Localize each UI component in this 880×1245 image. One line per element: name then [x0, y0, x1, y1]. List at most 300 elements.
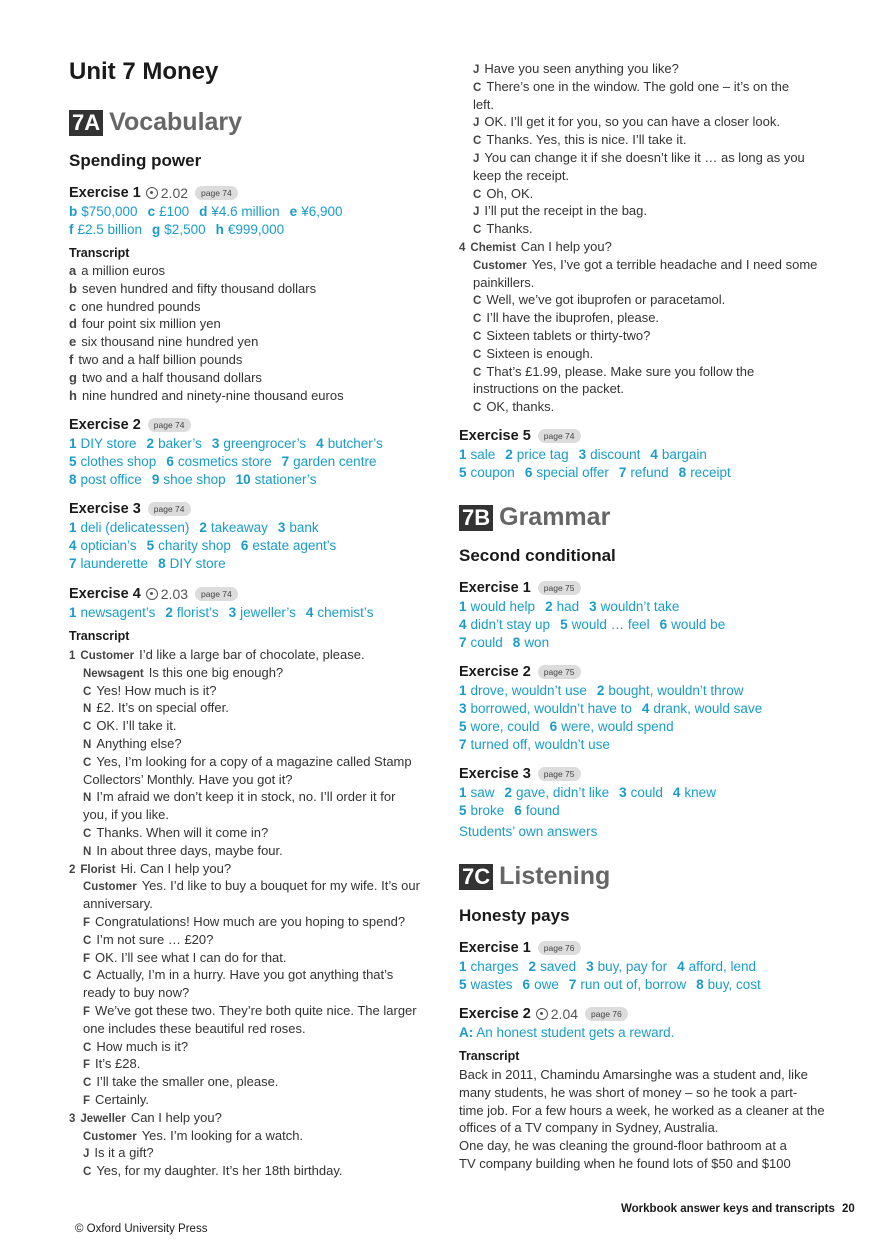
answer-row: [459, 682, 762, 700]
dialogue-text: OK. I’ll see what I can do for that.: [95, 949, 287, 965]
line-text: six thousand nine hundred yen: [81, 334, 259, 350]
answer-text: $2,500: [164, 222, 206, 237]
answer-row: [69, 221, 342, 239]
dialogue-text: Can I help you?: [520, 238, 612, 254]
page-reference: page 74: [195, 186, 238, 200]
dialogue-text: Have you seen anything you like?: [484, 61, 679, 76]
answer-row: [69, 519, 336, 537]
audio-track-number: 2.04: [550, 1006, 579, 1022]
answer-row: [459, 446, 731, 464]
answer-text: gave, didn’t like: [516, 785, 610, 800]
answer-number: 2: [199, 520, 207, 535]
exercise-5-answers: [459, 446, 731, 482]
answer-number: 6: [549, 719, 558, 734]
line-letter: f: [69, 351, 74, 367]
speaker-initial: C: [83, 934, 92, 947]
dialogue-text: That’s £1.99, please. Make sure you follow the: [486, 363, 755, 379]
exercise-label: Exercise 3: [459, 766, 531, 782]
answer-number: 8: [512, 635, 521, 650]
answer-text: had: [556, 599, 580, 614]
footer-title: Workbook answer keys and transcripts: [621, 1203, 835, 1215]
exercise-1-answers: [69, 203, 342, 239]
dialogue-text: It’s £28.: [95, 1056, 141, 1072]
grammar-exercise-3-answers: [459, 784, 716, 820]
exercise-3-heading: [69, 501, 191, 517]
answer-number: 1: [459, 599, 467, 614]
answer-text: jeweller’s: [240, 605, 296, 620]
answer-number: 4: [459, 617, 467, 632]
exercise-2-heading: [69, 417, 191, 433]
answer-text: post office: [80, 472, 142, 487]
dialogue-text: painkillers.: [473, 274, 535, 290]
dialogue-text: I’m afraid we don’t keep it in stock, no. I’ll order it for: [96, 789, 396, 805]
page-reference: page 75: [538, 581, 581, 595]
answer-number: 1: [69, 520, 77, 535]
speaker-initial: F: [83, 1094, 91, 1107]
dialogue-text: Anything else?: [96, 735, 182, 751]
transcript-heading: Transcript: [459, 1049, 520, 1063]
dialogue-text: Yes. I’d like to buy a bouquet for my wife. It’s our: [141, 878, 420, 894]
answer-row: [69, 471, 383, 489]
answer-text: An honest student gets a reward.: [476, 1025, 675, 1040]
answer-row: [69, 203, 342, 221]
dialogue-text: In about three days, maybe four.: [96, 842, 283, 858]
listening-exercise-2-answer: [459, 1025, 674, 1040]
speaker-initial: C: [473, 135, 482, 148]
transcript-line: [69, 369, 344, 387]
answer-text: sale: [470, 447, 496, 462]
speaker-initial: C: [473, 402, 482, 415]
speaker-initial: N: [83, 792, 92, 805]
dialogue-text: Sixteen is enough.: [486, 345, 594, 361]
line-letter: d: [69, 316, 77, 332]
section-badge: 7A: [69, 110, 103, 136]
dialogue-text: OK. I’ll take it.: [96, 718, 177, 734]
speaker-initial: F: [83, 1059, 91, 1072]
answer-row: [459, 784, 716, 802]
dialogue-text: keep the receipt.: [473, 167, 570, 183]
answer-number: 10: [235, 472, 251, 487]
page-reference: page 74: [148, 502, 191, 516]
answer-number: 8: [696, 977, 704, 992]
speaker-initial: N: [83, 845, 92, 858]
section-7c-heading: [459, 862, 610, 891]
answer-text: special offer: [536, 465, 609, 480]
dialogue-text: Collectors’ Monthly. Have you got it?: [83, 771, 293, 787]
answer-text: found: [525, 803, 560, 818]
transcript-line: [69, 262, 344, 280]
exercise-label: Exercise 4: [69, 586, 141, 602]
answer-number: 6: [659, 617, 668, 632]
answer-number: 3: [228, 605, 237, 620]
speaker-name: Customer: [80, 650, 135, 662]
dialogue-text: You can change it if she doesn’t like it … as long as you: [484, 149, 805, 165]
answer-number: 3: [586, 959, 594, 974]
answer-text: receipt: [690, 465, 731, 480]
answer-text: garden centre: [293, 454, 377, 469]
line-text: two and a half billion pounds: [78, 351, 243, 367]
dialogue-number: 4: [459, 241, 466, 254]
dialogue-text: Yes, I’m looking for a copy of a magazine called Stamp: [96, 753, 412, 769]
students-own-answers: Students’ own answers: [459, 824, 598, 839]
page-reference: page 76: [585, 1007, 628, 1021]
answer-number: 5: [560, 617, 568, 632]
listening-exercise-1-heading: [459, 940, 581, 956]
dialogue-text: I’d like a large bar of chocolate, please.: [139, 647, 365, 662]
section-title: Grammar: [499, 503, 611, 531]
answer-number: 5: [459, 719, 467, 734]
answer-text: coupon: [470, 465, 515, 480]
exercise-label: Exercise 2: [459, 1006, 531, 1022]
answer-text: didn’t stay up: [470, 617, 551, 632]
dialogue-text: Well, we’ve got ibuprofen or paracetamol.: [486, 292, 726, 308]
page-reference: page 74: [148, 418, 191, 432]
answer-number: 4: [672, 785, 681, 800]
answer-number: 7: [568, 977, 577, 992]
answer-text: would help: [470, 599, 536, 614]
unit-title: Unit 7 Money: [69, 58, 219, 85]
dialogue-text: There’s one in the window. The gold one – it’s on the: [486, 78, 790, 94]
speaker-initial: N: [83, 703, 92, 716]
answer-text: clothes shop: [80, 454, 157, 469]
audio-track-number: 2.02: [160, 185, 189, 201]
line-letter: b: [69, 280, 77, 296]
section-title: Vocabulary: [109, 108, 243, 136]
answer-text: ¥4.6 million: [211, 204, 280, 219]
speaker-initial: C: [473, 295, 482, 308]
answer-number: 1: [459, 683, 467, 698]
dialogue-text: left.: [473, 96, 494, 112]
answer-text: $750,000: [81, 204, 138, 219]
answer-text: charity shop: [158, 538, 231, 553]
dialogue-text: Sixteen tablets or thirty-two?: [486, 327, 651, 343]
answer-number: 2: [528, 959, 537, 974]
speaker-initial: C: [83, 970, 92, 983]
answer-text: £2.5 billion: [77, 222, 143, 237]
speaker-initial: C: [473, 81, 482, 94]
answer-text: could: [630, 785, 663, 800]
paragraph-line: TV company building when he found lots of $50 and $100: [459, 1155, 791, 1171]
grammar-exercise-3-heading: [459, 766, 581, 782]
answer-text: newsagent’s: [80, 605, 156, 620]
answer-number: 8: [69, 472, 77, 487]
speaker-initial: J: [473, 64, 480, 76]
answer-number: 4: [677, 959, 685, 974]
dialogue-text: Oh, OK.: [486, 185, 534, 201]
answer-row: [459, 634, 725, 652]
speaker-initial: J: [473, 206, 480, 219]
section-badge: 7C: [459, 864, 493, 890]
dialogue-text: Yes. I’m looking for a watch.: [141, 1127, 304, 1143]
exercise-5-heading: [459, 428, 581, 444]
answer-text: would be: [671, 617, 726, 632]
speaker-initial: C: [83, 1166, 92, 1179]
speaker-initial: J: [473, 117, 480, 130]
answer-row: [459, 736, 762, 754]
dialogue-text: Hi. Can I help you?: [120, 860, 232, 876]
exercise-label: Exercise 2: [459, 664, 531, 680]
answer-row: [69, 537, 336, 555]
answer-number: 6: [240, 538, 249, 553]
transcript-line: [69, 280, 344, 298]
speaker-name: Customer: [83, 1130, 137, 1143]
answer-text: owe: [534, 977, 559, 992]
answer-row: [459, 616, 725, 634]
speaker-name: Florist: [80, 863, 116, 876]
answer-text: borrowed, wouldn’t have to: [470, 701, 632, 716]
answer-row: [69, 435, 383, 453]
dialogue-text: Thanks. When will it come in?: [96, 824, 269, 840]
line-letter: a: [69, 263, 77, 278]
dialogue-text: anniversary.: [83, 896, 153, 912]
answer-number: h: [215, 222, 224, 237]
answer-number: 4: [650, 447, 658, 462]
grammar-exercise-1-answers: [459, 598, 725, 652]
answer-text: turned off, wouldn’t use: [470, 737, 610, 752]
dialogue-text: I’ll put the receipt in the bag.: [484, 203, 648, 219]
answer-number: 9: [151, 472, 160, 487]
line-text: four point six million yen: [81, 316, 221, 332]
speaker-initial: F: [83, 952, 91, 965]
answer-text: refund: [630, 465, 669, 480]
speaker-name: Customer: [473, 259, 527, 272]
answer-text: optician’s: [80, 538, 137, 553]
answer-number: 5: [146, 538, 155, 553]
dialogue-text: Thanks.: [486, 221, 533, 237]
answer-text: saw: [470, 785, 495, 800]
answer-number: c: [147, 204, 156, 219]
line-text: two and a half thousand dollars: [81, 369, 262, 385]
section-7a-heading: [69, 108, 242, 137]
answer-number: 1: [459, 785, 467, 800]
speaker-name: Chemist: [470, 241, 516, 254]
transcript-line: [69, 315, 344, 333]
exercise-1-transcript: [69, 262, 344, 404]
speaker-initial: C: [83, 685, 92, 698]
answer-number: 1: [69, 605, 77, 620]
listening-exercise-2-heading: [459, 1006, 628, 1022]
cd-icon: [536, 1008, 548, 1020]
answer-text: estate agent’s: [252, 538, 337, 553]
answer-text: wastes: [470, 977, 513, 992]
answer-text: butcher’s: [327, 436, 383, 451]
dialogue-text: Thanks. Yes, this is nice. I’ll take it.: [486, 132, 687, 148]
section-subtitle: Spending power: [69, 151, 202, 170]
page-reference: page 75: [538, 665, 581, 679]
speaker-initial: C: [473, 330, 482, 343]
answer-text: buy, pay for: [597, 959, 668, 974]
speaker-initial: C: [473, 366, 482, 379]
exercise-4-heading: [69, 586, 238, 602]
line-letter: h: [69, 387, 77, 403]
answer-text: would … feel: [571, 617, 650, 632]
answer-number: 3: [589, 599, 597, 614]
answer-text: baker’s: [158, 436, 202, 451]
answer-number: 2: [504, 785, 513, 800]
answer-row: [459, 700, 762, 718]
cd-icon: [146, 187, 158, 199]
answer-text: greengrocer’s: [223, 436, 307, 451]
answer-text: florist’s: [176, 605, 219, 620]
dialogue-text: Yes, I’ve got a terrible headache and I need some: [531, 256, 818, 272]
exercise-4-answers: [69, 604, 373, 622]
answer-text: chemist’s: [317, 605, 374, 620]
grammar-exercise-1-heading: [459, 580, 581, 596]
answer-row: [459, 464, 731, 482]
line-text: one hundred pounds: [81, 298, 201, 314]
page-reference: page 75: [538, 767, 581, 781]
dialogue-text: you, if you like.: [83, 807, 169, 823]
section-title: Listening: [499, 862, 611, 890]
answer-text: won: [524, 635, 550, 650]
line-text: seven hundred and fifty thousand dollars: [81, 280, 317, 296]
exercise-label: Exercise 2: [69, 417, 141, 433]
answer-text: €999,000: [227, 222, 285, 237]
answer-number: 8: [678, 465, 687, 480]
speaker-name: Jeweller: [80, 1112, 126, 1125]
transcript-line: [69, 333, 344, 351]
speaker-initial: C: [473, 348, 482, 361]
answer-text: takeaway: [210, 520, 268, 535]
exercise-label: Exercise 3: [69, 501, 141, 517]
answer-number: 4: [641, 701, 650, 716]
answer-text: knew: [684, 785, 716, 800]
answer-text: discount: [590, 447, 641, 462]
cd-icon: [146, 588, 158, 600]
answer-text: drank, would save: [653, 701, 763, 716]
answer-number: d: [199, 204, 208, 219]
answer-text: could: [470, 635, 503, 650]
exercise-label: Exercise 1: [459, 580, 531, 596]
page-reference: page 74: [195, 587, 238, 601]
answer-text: wouldn’t take: [600, 599, 680, 614]
paragraph-line: One day, he was cleaning the ground-floor bathroom at a: [459, 1138, 787, 1154]
dialogue-text: one includes these beautiful red roses.: [83, 1020, 306, 1036]
answer-number: 6: [522, 977, 531, 992]
answer-number: 3: [619, 785, 627, 800]
speaker-initial: J: [83, 1148, 90, 1161]
answer-row: [69, 453, 383, 471]
answer-text: stationer’s: [254, 472, 317, 487]
section-subtitle: Second conditional: [459, 546, 616, 565]
footer-copyright: © Oxford University Press: [75, 1223, 208, 1235]
dialogue-text: OK. I’ll get it for you, so you can have a closer look.: [484, 114, 780, 130]
dialogue-text: £2. It’s on special offer.: [96, 700, 229, 716]
dialogue-text: I’ll have the ibuprofen, please.: [486, 310, 660, 326]
answer-text: bought, wouldn’t throw: [608, 683, 744, 698]
dialogue-number: 1: [69, 650, 76, 662]
answer-number: 4: [316, 436, 324, 451]
listening-exercise-1-answers: [459, 958, 761, 994]
answer-number: 6: [524, 465, 533, 480]
answer-number: e: [289, 204, 298, 219]
answer-number: 5: [69, 454, 77, 469]
exercise-2-answers: [69, 435, 383, 489]
answer-number: 2: [505, 447, 513, 462]
answer-number: 6: [514, 803, 522, 818]
transcript-line: [69, 298, 344, 316]
answer-number: 3: [211, 436, 220, 451]
speaker-initial: J: [473, 152, 480, 165]
answer-number: 2: [596, 683, 605, 698]
speaker-initial: N: [83, 738, 92, 751]
answer-number: 2: [165, 605, 173, 620]
transcript-heading: Transcript: [69, 246, 130, 260]
dialogue-text: Can I help you?: [130, 1109, 222, 1125]
paragraph-line: Back in 2011, Chamindu Amarsinghe was a student and, like: [459, 1067, 808, 1082]
grammar-exercise-2-answers: [459, 682, 762, 754]
answer-number: 3: [277, 520, 286, 535]
audio-track-number: 2.03: [160, 586, 189, 602]
answer-number: f: [69, 222, 74, 237]
answer-text: deli (delicatessen): [80, 520, 190, 535]
answer-number: 4: [305, 605, 314, 620]
audio-track: [146, 185, 188, 201]
line-letter: c: [69, 298, 77, 314]
answer-text: afford, lend: [688, 959, 756, 974]
dialogue-text: How much is it?: [96, 1038, 189, 1054]
dialogue-text: instructions on the packet.: [473, 381, 625, 397]
dialogue-text: We’ve got these two. They’re both quite nice. The larger: [95, 1002, 417, 1018]
answer-text: bargain: [661, 447, 707, 462]
answer-prefix: A:: [459, 1025, 474, 1040]
answer-text: DIY store: [169, 556, 226, 571]
answer-text: price tag: [516, 447, 569, 462]
paragraph-line: time job. For a few hours a week, he worked as a cleaner at the: [459, 1102, 825, 1118]
answer-number: 8: [158, 556, 166, 571]
page-reference: page 76: [538, 941, 581, 955]
speaker-initial: C: [83, 827, 92, 840]
dialogue-text: Congratulations! How much are you hoping to spend?: [95, 913, 406, 929]
speaker-name: Customer: [83, 881, 137, 894]
section-subtitle: Honesty pays: [459, 906, 570, 925]
answer-number: 7: [618, 465, 627, 480]
grammar-exercise-2-heading: [459, 664, 581, 680]
answer-text: ¥6,900: [301, 204, 343, 219]
speaker-initial: C: [473, 224, 482, 237]
answer-text: cosmetics store: [177, 454, 272, 469]
page-reference: page 74: [538, 429, 581, 443]
answer-number: 7: [69, 556, 77, 571]
dialogue-text: ready to buy now?: [83, 985, 190, 1001]
answer-number: 7: [459, 737, 467, 752]
answer-number: 3: [578, 447, 587, 462]
line-text: a million euros: [81, 263, 166, 278]
speaker-initial: C: [83, 1077, 92, 1090]
answer-row: [459, 976, 761, 994]
section-7b-heading: [459, 503, 610, 532]
answer-number: 6: [166, 454, 174, 469]
answer-text: saved: [540, 959, 577, 974]
answer-row: [459, 718, 762, 736]
section-badge: 7B: [459, 505, 493, 531]
answer-number: g: [152, 222, 161, 237]
answer-text: £100: [159, 204, 190, 219]
answer-number: 1: [459, 959, 467, 974]
speaker-initial: F: [83, 1005, 91, 1018]
answer-row: [69, 555, 336, 573]
answer-text: DIY store: [80, 436, 137, 451]
answer-text: were, would spend: [561, 719, 674, 734]
exercise-label: Exercise 1: [69, 185, 141, 201]
answer-number: 1: [459, 447, 467, 462]
answer-row: [459, 598, 725, 616]
answer-number: 7: [459, 635, 467, 650]
dialogue-number: 3: [69, 1112, 76, 1125]
answer-number: 1: [69, 436, 77, 451]
answer-text: broke: [470, 803, 505, 818]
line-letter: e: [69, 334, 77, 350]
